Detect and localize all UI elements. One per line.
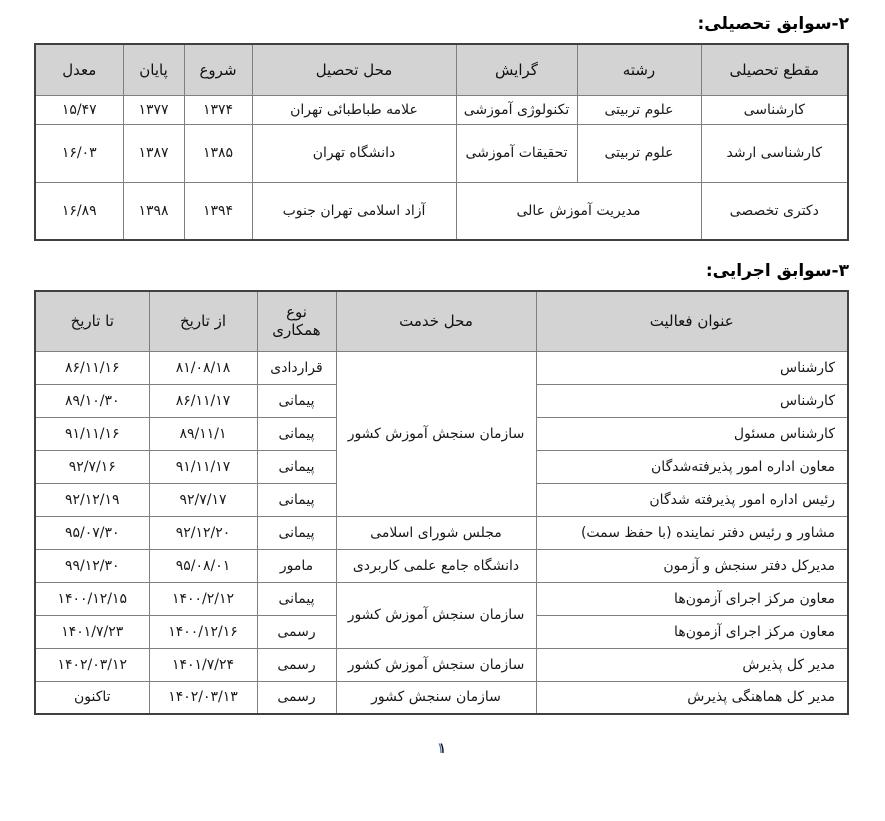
- service-place-cell: سازمان سنجش آموزش کشور: [336, 351, 536, 516]
- service-place-cell: سازمان سنجش آموزش کشور: [336, 582, 536, 648]
- end-year-cell: ۱۳۷۷: [123, 95, 184, 124]
- cooperation-type-cell: پیمانی: [257, 417, 336, 450]
- specialization-cell: تحقیقات آموزشی: [456, 124, 577, 182]
- to-date-cell: ۱۴۰۰/۱۲/۱۵: [35, 582, 149, 615]
- executive-row: [35, 549, 848, 582]
- activity-title-cell: رئیس اداره امور پذیرفته شدگان: [536, 483, 848, 516]
- specialization-cell: تکنولوژی آموزشی: [456, 95, 577, 124]
- activity-title-cell: کارشناس: [536, 351, 848, 384]
- from-date-cell: ۱۴۰۰/۲/۱۲: [149, 582, 257, 615]
- study-place-cell: دانشگاه تهران: [252, 124, 456, 182]
- education-section-title: ۲-سوابق تحصیلی:: [697, 14, 849, 34]
- executive-row: [35, 681, 848, 714]
- education-header-start: شروع: [184, 44, 252, 95]
- to-date-cell: ۸۶/۱۱/۱۶: [35, 351, 149, 384]
- to-date-cell: ۱۴۰۲/۰۳/۱۲: [35, 648, 149, 681]
- service-place-cell: سازمان سنجش کشور: [336, 681, 536, 714]
- cooperation-type-cell: رسمی: [257, 681, 336, 714]
- from-date-cell: ۸۹/۱۱/۱: [149, 417, 257, 450]
- start-year-cell: ۱۳۹۴: [184, 182, 252, 240]
- service-place-cell: سازمان سنجش آموزش کشور: [336, 648, 536, 681]
- education-table-header-row: [35, 44, 848, 95]
- activity-title-cell: کارشناس مسئول: [536, 417, 848, 450]
- to-date-cell: ۸۹/۱۰/۳۰: [35, 384, 149, 417]
- activity-title-cell: مدیر کل پذیرش: [536, 648, 848, 681]
- end-year-cell: ۱۳۹۸: [123, 182, 184, 240]
- from-date-cell: ۹۲/۷/۱۷: [149, 483, 257, 516]
- service-place-cell: مجلس شورای اسلامی: [336, 516, 536, 549]
- degree-level-cell: کارشناسی: [701, 95, 848, 124]
- page-number: ۱: [438, 739, 447, 757]
- executive-header-from: از تاریخ: [149, 291, 257, 351]
- cooperation-type-cell: قراردادی: [257, 351, 336, 384]
- start-year-cell: ۱۳۸۵: [184, 124, 252, 182]
- executive-row: [35, 351, 848, 384]
- executive-section-title: ۳-سوابق اجرایی:: [705, 261, 849, 281]
- study-place-cell: علامه طباطبائی تهران: [252, 95, 456, 124]
- field-cell: علوم تربیتی: [577, 95, 701, 124]
- cooperation-type-cell: رسمی: [257, 648, 336, 681]
- education-header-specialization: گرایش: [456, 44, 577, 95]
- cooperation-type-cell: پیمانی: [257, 582, 336, 615]
- executive-header-to: تا تاریخ: [35, 291, 149, 351]
- executive-row: [35, 648, 848, 681]
- field-cell: علوم تربیتی: [577, 124, 701, 182]
- cooperation-type-cell: مامور: [257, 549, 336, 582]
- to-date-cell: ۹۲/۷/۱۶: [35, 450, 149, 483]
- to-date-cell: تاکنون: [35, 681, 149, 714]
- gpa-cell: ۱۶/۸۹: [35, 182, 123, 240]
- education-row-phd: [35, 182, 848, 240]
- from-date-cell: ۹۵/۰۸/۰۱: [149, 549, 257, 582]
- from-date-cell: ۹۱/۱۱/۱۷: [149, 450, 257, 483]
- start-year-cell: ۱۳۷۴: [184, 95, 252, 124]
- activity-title-cell: مدیر کل هماهنگی پذیرش: [536, 681, 848, 714]
- service-place-cell: دانشگاه جامع علمی کاربردی: [336, 549, 536, 582]
- activity-title-cell: مشاور و رئیس دفتر نماینده (با حفظ سمت): [536, 516, 848, 549]
- cooperation-type-cell: رسمی: [257, 615, 336, 648]
- education-table: [34, 43, 849, 241]
- education-row-master: [35, 124, 848, 182]
- executive-header-type: نوع همکاری: [257, 291, 336, 351]
- field-specialization-merged-cell: مدیریت آموزش عالی: [456, 182, 701, 240]
- to-date-cell: ۹۱/۱۱/۱۶: [35, 417, 149, 450]
- degree-level-cell: کارشناسی ارشد: [701, 124, 848, 182]
- cooperation-type-cell: پیمانی: [257, 384, 336, 417]
- from-date-cell: ۸۶/۱۱/۱۷: [149, 384, 257, 417]
- cooperation-type-cell: پیمانی: [257, 516, 336, 549]
- education-row-bachelor: [35, 95, 848, 124]
- from-date-cell: ۱۴۰۰/۱۲/۱۶: [149, 615, 257, 648]
- activity-title-cell: معاون مرکز اجرای آزمون‌ها: [536, 582, 848, 615]
- executive-table: [34, 290, 849, 715]
- activity-title-cell: مدیرکل دفتر سنجش و آزمون: [536, 549, 848, 582]
- education-header-place: محل تحصیل: [252, 44, 456, 95]
- degree-level-cell: دکتری تخصصی: [701, 182, 848, 240]
- activity-title-cell: کارشناس: [536, 384, 848, 417]
- to-date-cell: ۹۲/۱۲/۱۹: [35, 483, 149, 516]
- to-date-cell: ۹۵/۰۷/۳۰: [35, 516, 149, 549]
- gpa-cell: ۱۵/۴۷: [35, 95, 123, 124]
- executive-header-activity: عنوان فعالیت: [536, 291, 848, 351]
- executive-row: [35, 582, 848, 615]
- executive-table-header-row: [35, 291, 848, 351]
- gpa-cell: ۱۶/۰۳: [35, 124, 123, 182]
- education-header-field: رشته: [577, 44, 701, 95]
- activity-title-cell: معاون اداره امور پذیرفته‌شدگان: [536, 450, 848, 483]
- from-date-cell: ۸۱/۰۸/۱۸: [149, 351, 257, 384]
- cooperation-type-cell: پیمانی: [257, 483, 336, 516]
- cooperation-type-cell: پیمانی: [257, 450, 336, 483]
- end-year-cell: ۱۳۸۷: [123, 124, 184, 182]
- from-date-cell: ۱۴۰۱/۷/۲۴: [149, 648, 257, 681]
- executive-row: [35, 516, 848, 549]
- from-date-cell: ۹۲/۱۲/۲۰: [149, 516, 257, 549]
- study-place-cell: آزاد اسلامی تهران جنوب: [252, 182, 456, 240]
- education-header-end: پایان: [123, 44, 184, 95]
- education-header-gpa: معدل: [35, 44, 123, 95]
- education-header-level: مقطع تحصیلی: [701, 44, 848, 95]
- from-date-cell: ۱۴۰۲/۰۳/۱۳: [149, 681, 257, 714]
- to-date-cell: ۹۹/۱۲/۳۰: [35, 549, 149, 582]
- activity-title-cell: معاون مرکز اجرای آزمون‌ها: [536, 615, 848, 648]
- to-date-cell: ۱۴۰۱/۷/۲۳: [35, 615, 149, 648]
- executive-header-place: محل خدمت: [336, 291, 536, 351]
